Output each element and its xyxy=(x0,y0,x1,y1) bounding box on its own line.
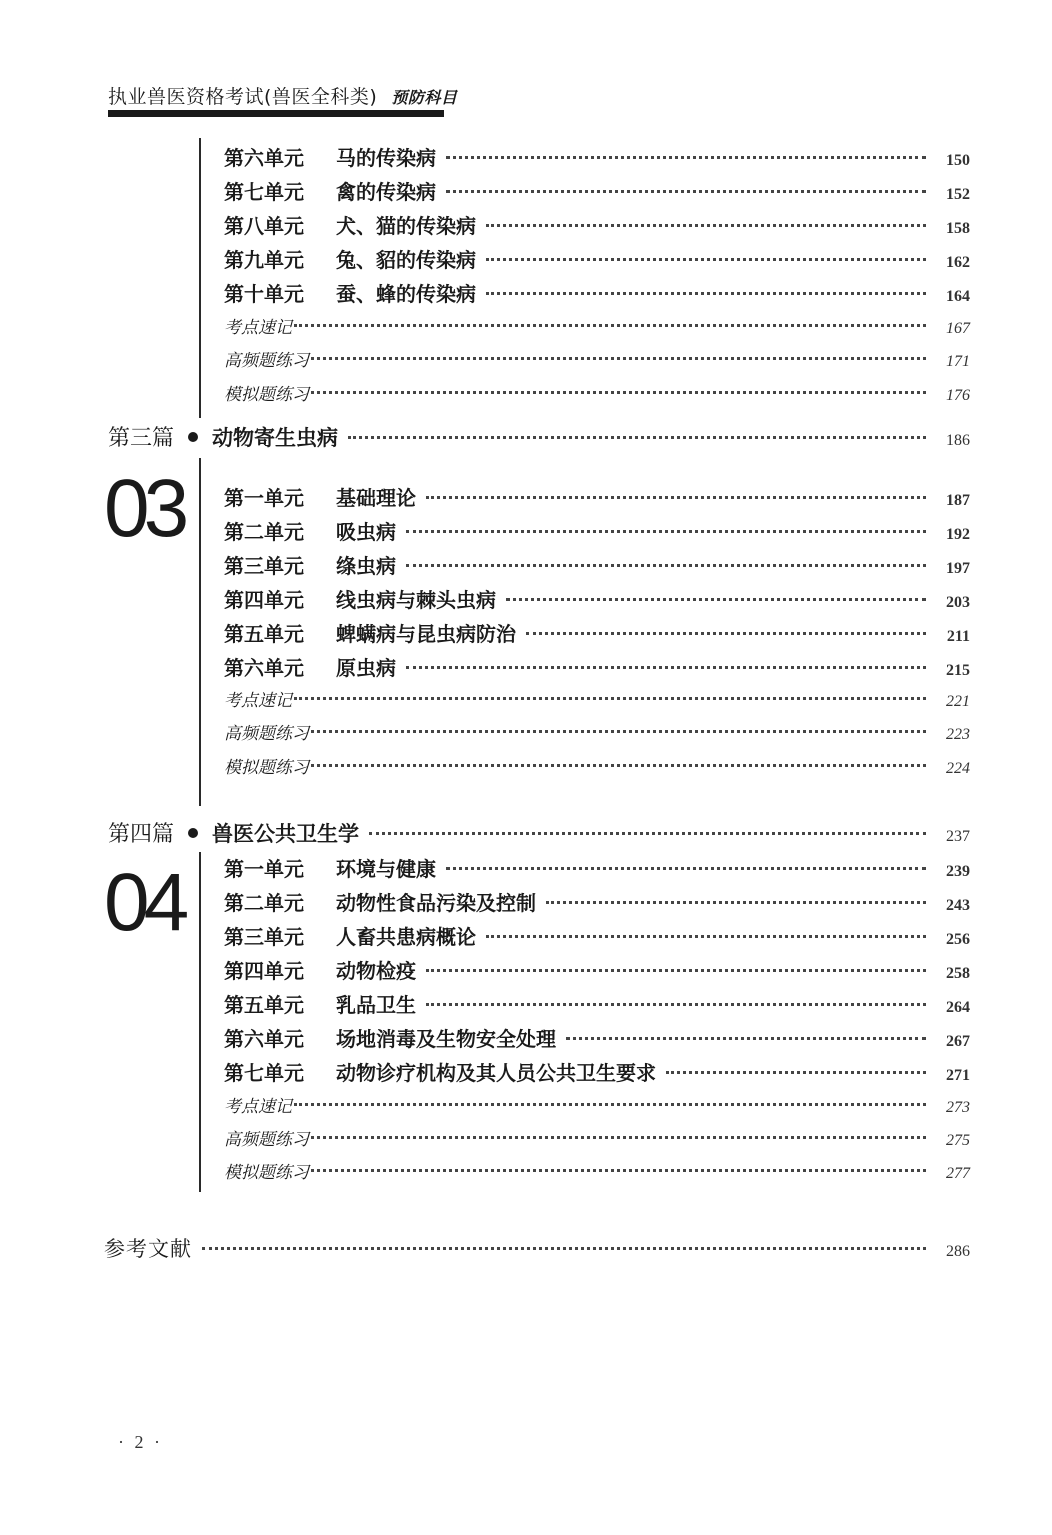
header-title xyxy=(108,82,457,109)
toc-unit-entry[interactable] xyxy=(224,652,970,682)
vertical-rule-top xyxy=(199,138,201,418)
page-number: 197 xyxy=(946,560,970,577)
toc-extra-entry[interactable] xyxy=(224,1158,970,1188)
toc-extra-entry[interactable] xyxy=(224,1092,970,1122)
toc-extra-entry[interactable] xyxy=(224,719,970,749)
unit-number: 第五单元 xyxy=(224,993,304,1017)
toc-extra-entry[interactable] xyxy=(224,380,970,410)
unit-number: 第三单元 xyxy=(224,925,304,949)
page-number: 275 xyxy=(946,1132,970,1149)
unit-title: 蚕、蜂的传染病 xyxy=(336,282,476,306)
page-number: 164 xyxy=(946,288,970,305)
unit-title: 动物检疫 xyxy=(336,959,416,983)
extra-title: 考点速记 xyxy=(224,318,292,338)
extra-title: 高频题练习 xyxy=(224,1130,309,1150)
part-label: 第三篇 xyxy=(108,425,175,450)
unit-title: 人畜共患病概论 xyxy=(336,925,476,949)
header-rule xyxy=(108,110,444,117)
page-number: 271 xyxy=(946,1067,970,1084)
toc-unit-entry[interactable] xyxy=(224,584,970,614)
unit-title: 乳品卫生 xyxy=(336,993,416,1017)
toc-unit-entry[interactable] xyxy=(224,278,970,308)
unit-number: 第六单元 xyxy=(224,656,304,680)
unit-title: 吸虫病 xyxy=(336,520,396,544)
bullet-icon xyxy=(188,828,198,838)
dot-leader xyxy=(566,1037,926,1040)
page-number: 243 xyxy=(946,897,970,914)
dot-leader xyxy=(486,258,926,261)
part-big-number: 03 xyxy=(104,463,184,554)
book-subtitle: 预防科目 xyxy=(391,88,458,107)
page-number: 176 xyxy=(946,387,970,404)
page-number: 264 xyxy=(946,999,970,1016)
toc-unit-entry[interactable] xyxy=(224,887,970,917)
dot-leader xyxy=(311,730,926,733)
unit-number: 第二单元 xyxy=(224,891,304,915)
dot-leader xyxy=(446,867,926,870)
dot-leader xyxy=(526,632,926,635)
unit-number: 第五单元 xyxy=(224,622,304,646)
unit-title: 基础理论 xyxy=(336,486,416,510)
unit-title: 动物诊疗机构及其人员公共卫生要求 xyxy=(336,1061,656,1085)
page-number: 277 xyxy=(946,1165,970,1182)
dot-leader xyxy=(202,1247,926,1250)
toc-unit-entry[interactable] xyxy=(224,955,970,985)
dot-leader xyxy=(406,666,926,669)
dot-leader xyxy=(294,1103,926,1106)
toc-extra-entry[interactable] xyxy=(224,1125,970,1155)
extra-title: 考点速记 xyxy=(224,691,292,711)
page-number: 286 xyxy=(946,1243,970,1260)
dot-leader xyxy=(311,1169,926,1172)
dot-leader xyxy=(486,224,926,227)
page-number: 223 xyxy=(946,726,970,743)
toc-extra-entry[interactable] xyxy=(224,346,970,376)
dot-leader xyxy=(426,1003,926,1006)
unit-number: 第四单元 xyxy=(224,959,304,983)
dot-leader xyxy=(406,564,926,567)
page-number: 150 xyxy=(946,152,970,169)
dot-leader xyxy=(294,697,926,700)
toc-extra-entry[interactable] xyxy=(224,686,970,716)
toc-unit-entry[interactable] xyxy=(224,989,970,1019)
page-number: 267 xyxy=(946,1033,970,1050)
part-title: 动物寄生虫病 xyxy=(212,426,339,450)
page-number: 211 xyxy=(946,628,970,645)
toc-unit-entry[interactable] xyxy=(224,550,970,580)
page-number: 186 xyxy=(946,432,970,449)
dot-leader xyxy=(486,935,926,938)
toc-unit-entry[interactable] xyxy=(224,244,970,274)
part-label: 第四篇 xyxy=(108,821,175,846)
toc-unit-entry[interactable] xyxy=(224,210,970,240)
dot-leader xyxy=(311,357,926,360)
unit-number: 第二单元 xyxy=(224,520,304,544)
unit-number: 第四单元 xyxy=(224,588,304,612)
page-number: 237 xyxy=(946,828,970,845)
book-title: 执业兽医资格考试(兽医全科类) xyxy=(108,86,378,108)
toc-part-heading[interactable] xyxy=(108,421,970,451)
unit-title: 兔、貂的传染病 xyxy=(336,248,476,272)
page-number: 171 xyxy=(946,353,970,370)
unit-number: 第八单元 xyxy=(224,214,304,238)
vertical-rule-part3 xyxy=(199,458,201,806)
extra-title: 模拟题练习 xyxy=(224,758,309,778)
unit-number: 第三单元 xyxy=(224,554,304,578)
page-number: 187 xyxy=(946,492,970,509)
dot-leader xyxy=(426,496,926,499)
toc-unit-entry[interactable] xyxy=(224,853,970,883)
page-number: 192 xyxy=(946,526,970,543)
toc-unit-entry[interactable] xyxy=(224,142,970,172)
page-number: 203 xyxy=(946,594,970,611)
unit-number: 第一单元 xyxy=(224,857,304,881)
dot-leader xyxy=(294,324,926,327)
unit-number: 第一单元 xyxy=(224,486,304,510)
dot-leader xyxy=(486,292,926,295)
unit-number: 第七单元 xyxy=(224,180,304,204)
dot-leader xyxy=(666,1071,926,1074)
unit-number: 第七单元 xyxy=(224,1061,304,1085)
toc-unit-entry[interactable] xyxy=(224,1023,970,1053)
toc-unit-entry[interactable] xyxy=(224,1057,970,1087)
page-number: 215 xyxy=(946,662,970,679)
toc-unit-entry[interactable] xyxy=(224,482,970,512)
toc-references-entry[interactable] xyxy=(104,1233,970,1263)
unit-title: 马的传染病 xyxy=(336,146,436,170)
unit-title: 环境与健康 xyxy=(336,857,436,881)
dot-leader xyxy=(506,598,926,601)
dot-leader xyxy=(406,530,926,533)
dot-leader xyxy=(311,1136,926,1139)
vertical-rule-part4 xyxy=(199,852,201,1192)
dot-leader xyxy=(369,832,926,835)
extra-title: 考点速记 xyxy=(224,1097,292,1117)
page-number: 167 xyxy=(946,320,970,337)
extra-title: 高频题练习 xyxy=(224,351,309,371)
page-number: 258 xyxy=(946,965,970,982)
references-title: 参考文献 xyxy=(104,1237,192,1261)
page-number: 273 xyxy=(946,1099,970,1116)
dot-leader xyxy=(311,391,926,394)
bullet-icon xyxy=(188,432,198,442)
part-title: 兽医公共卫生学 xyxy=(212,822,360,846)
dot-leader xyxy=(446,156,926,159)
page-number: 224 xyxy=(946,760,970,777)
unit-number: 第十单元 xyxy=(224,282,304,306)
unit-title: 动物性食品污染及控制 xyxy=(336,891,536,915)
extra-title: 模拟题练习 xyxy=(224,385,309,405)
unit-title: 原虫病 xyxy=(336,656,396,680)
toc-unit-entry[interactable] xyxy=(224,176,970,206)
page-number: 162 xyxy=(946,254,970,271)
toc-extra-entry[interactable] xyxy=(224,313,970,343)
toc-unit-entry[interactable] xyxy=(224,921,970,951)
unit-number: 第九单元 xyxy=(224,248,304,272)
toc-part-heading[interactable] xyxy=(108,817,970,847)
page-number: 256 xyxy=(946,931,970,948)
unit-title: 线虫病与棘头虫病 xyxy=(336,588,496,612)
page-number: 239 xyxy=(946,863,970,880)
dot-leader xyxy=(546,901,926,904)
extra-title: 高频题练习 xyxy=(224,724,309,744)
unit-title: 蜱螨病与昆虫病防治 xyxy=(336,622,516,646)
toc-extra-entry[interactable] xyxy=(224,753,970,783)
dot-leader xyxy=(348,436,926,439)
extra-title: 模拟题练习 xyxy=(224,1163,309,1183)
unit-title: 场地消毒及生物安全处理 xyxy=(336,1027,556,1051)
unit-number: 第六单元 xyxy=(224,1027,304,1051)
unit-number: 第六单元 xyxy=(224,146,304,170)
toc-unit-entry[interactable] xyxy=(224,618,970,648)
footer-page-number: · 2 · xyxy=(118,1432,163,1452)
part-big-number: 04 xyxy=(104,857,184,948)
dot-leader xyxy=(446,190,926,193)
unit-title: 犬、猫的传染病 xyxy=(336,214,476,238)
page-number: 152 xyxy=(946,186,970,203)
unit-title: 绦虫病 xyxy=(336,554,396,578)
dot-leader xyxy=(426,969,926,972)
page-number: 158 xyxy=(946,220,970,237)
dot-leader xyxy=(311,764,926,767)
running-header xyxy=(108,74,458,110)
page-number: 221 xyxy=(946,693,970,710)
unit-title: 禽的传染病 xyxy=(336,180,436,204)
toc-unit-entry[interactable] xyxy=(224,516,970,546)
